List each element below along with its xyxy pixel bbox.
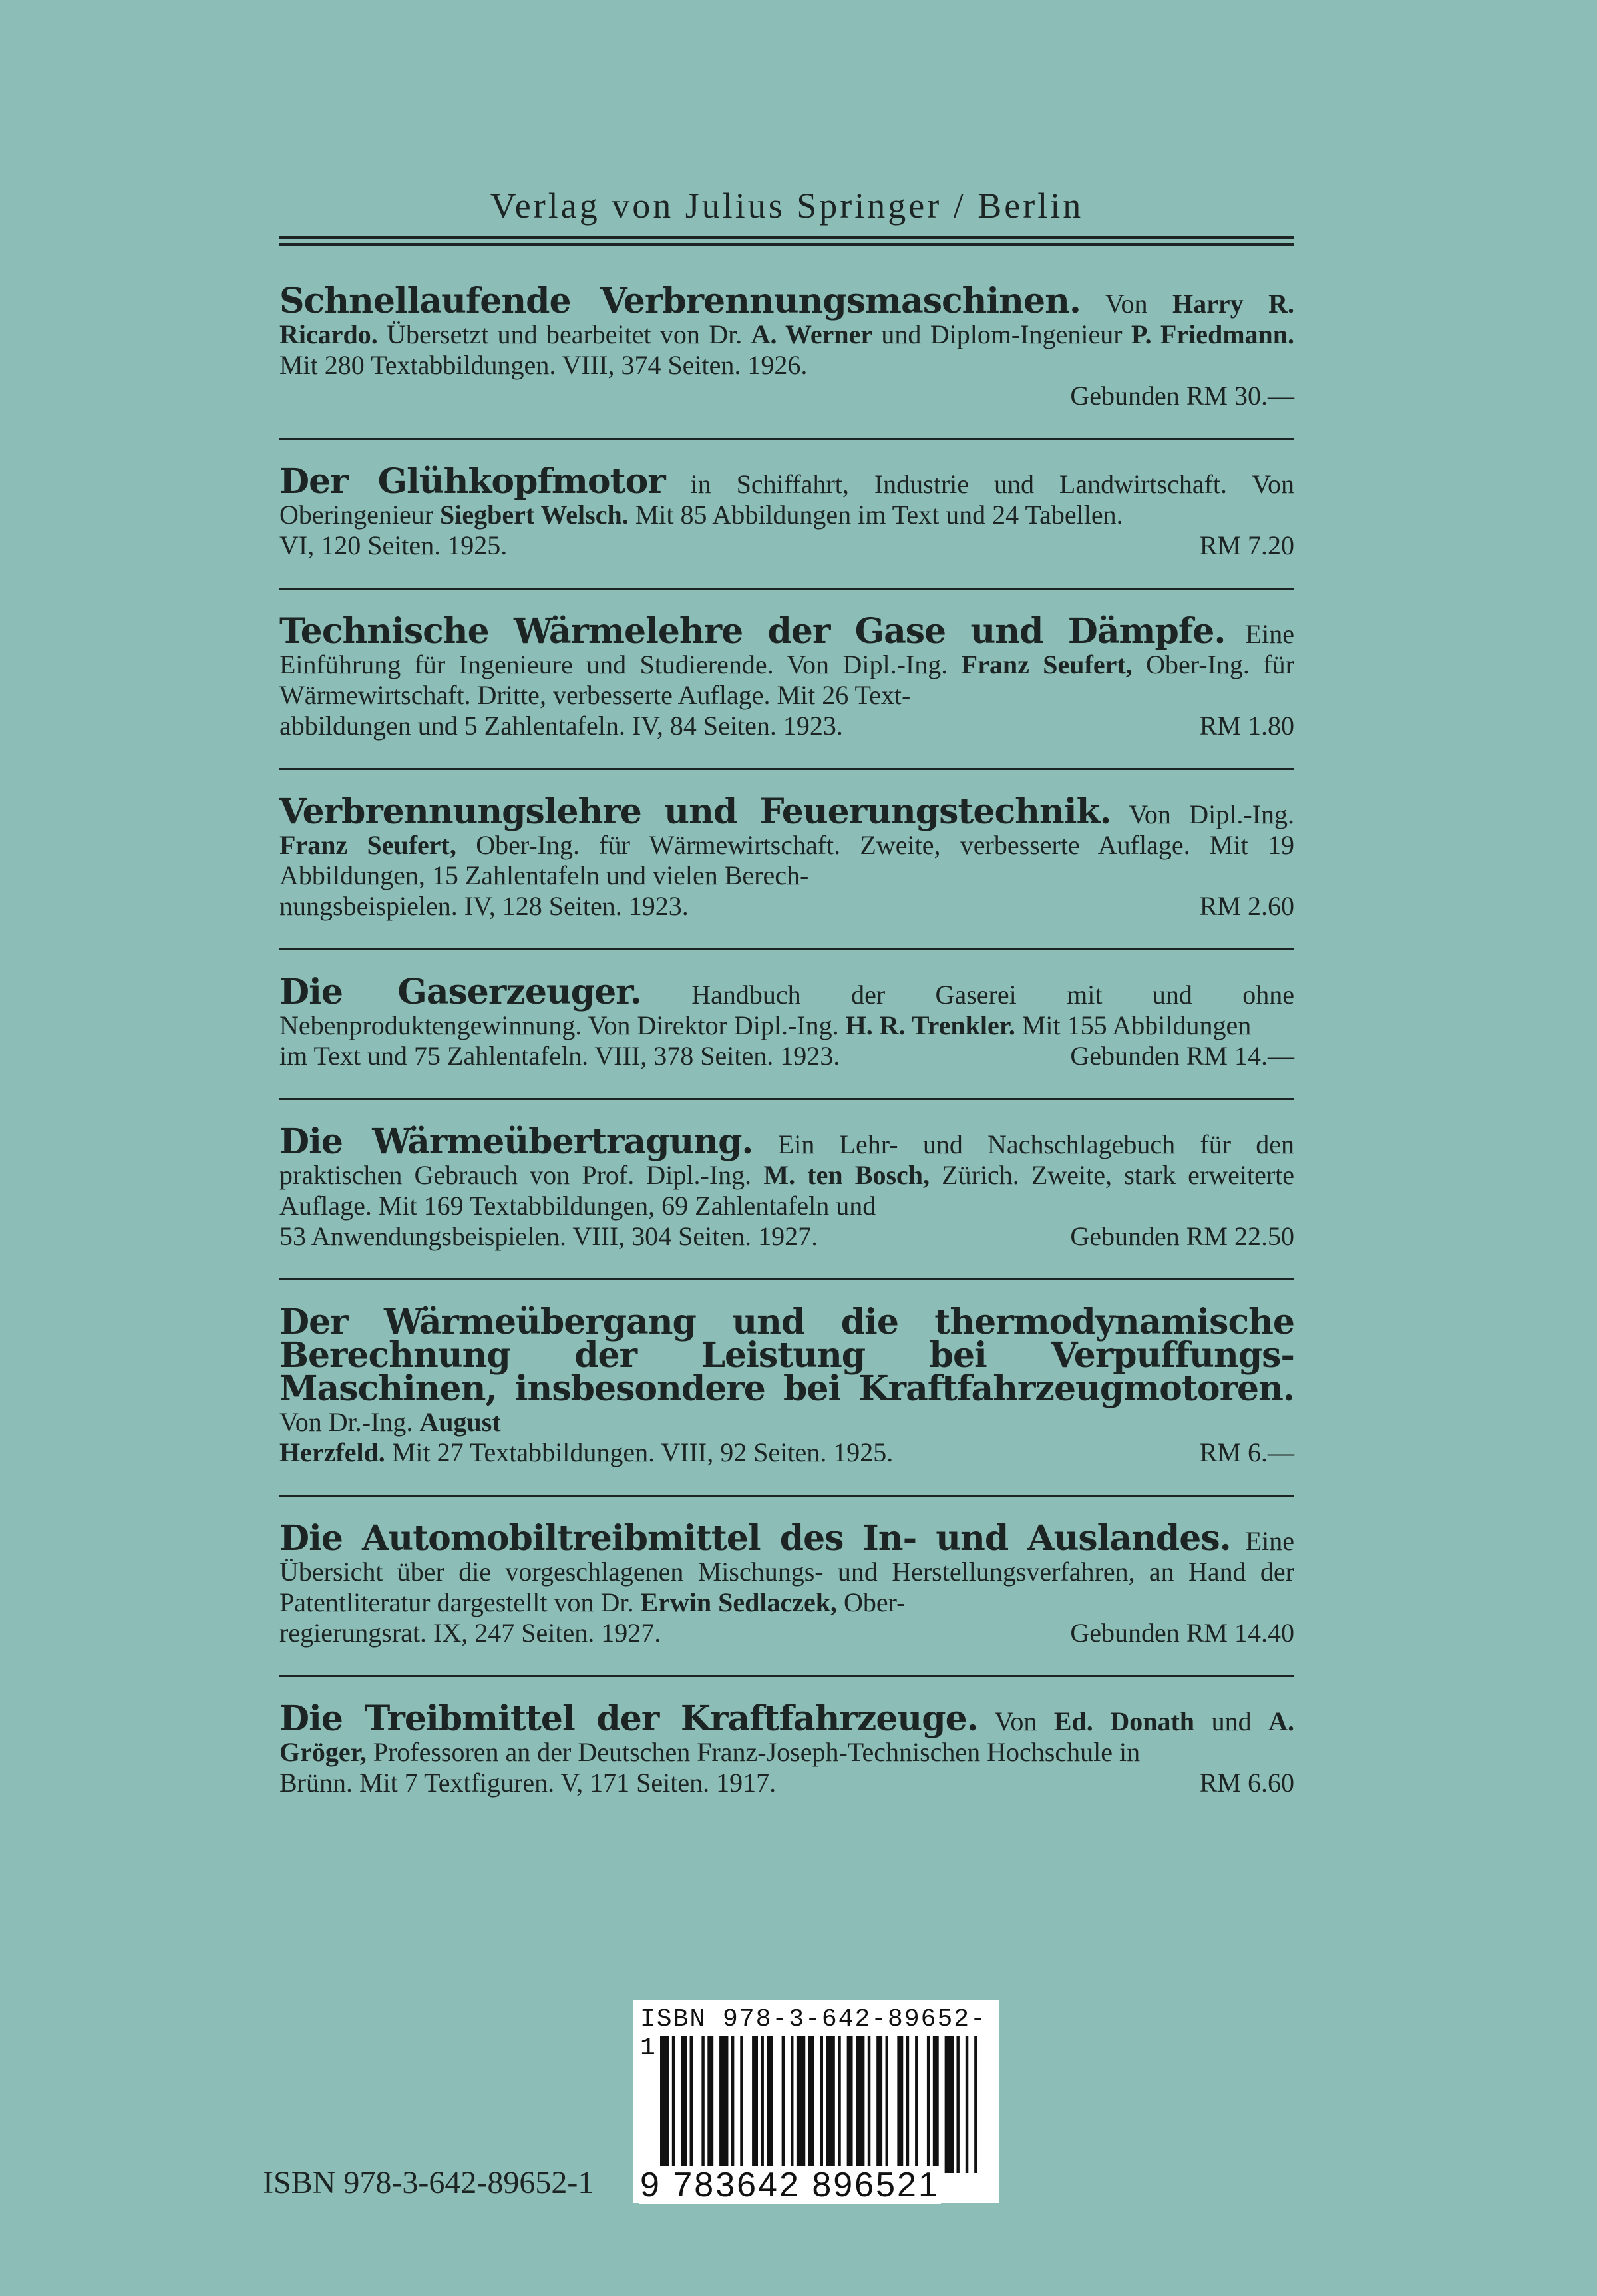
entry-price: RM 6.—: [1199, 1437, 1294, 1467]
entry-pages-text: 53 Anwendungsbeispielen. VIII, 304 Seiten. 1927.: [279, 1221, 818, 1251]
barcode-bar: [847, 2036, 853, 2173]
barcode-bar: [906, 2036, 909, 2173]
entry-pages-text: im Text und 75 Zahlentafeln. VIII, 378 Seiten. 1923.: [279, 1041, 840, 1071]
entry-pages-year: [279, 1437, 1173, 1468]
entry-text-run: Ober-: [837, 1587, 906, 1617]
barcode-bars: [660, 2036, 986, 2173]
entry-price-line: [279, 711, 1294, 741]
entry-pages-year: [279, 381, 1043, 411]
barcode-bar: [701, 2036, 704, 2173]
entry-text-run: Ober-Ing. für Wärmewirtschaft. Zweite, verbesserte Auflage. Mit 19 Abbildungen, 15 Zahlentafeln und vielen Berech-: [279, 830, 1294, 890]
entry-text-run: Eine Übersicht über die vorgeschlagenen Mischungs- und Herstellungsverfahren, an Hand der Patentliteratur dargestellt von Dr.: [279, 1526, 1294, 1617]
barcode-bar: [707, 2036, 713, 2173]
entry-divider: [279, 768, 1294, 770]
barcode-bar: [945, 2036, 954, 2173]
barcode-bar: [956, 2036, 959, 2173]
entry-price: Gebunden RM 14.—: [1070, 1041, 1294, 1071]
barcode-bar: [672, 2036, 675, 2173]
entry-text-run: und: [1194, 1706, 1269, 1736]
entry-pages-year: [279, 891, 1173, 922]
barcode-bar: [933, 2036, 939, 2173]
entry-divider: [279, 1098, 1294, 1100]
double-rule-divider: [279, 236, 1294, 246]
entry-pages-text: Mit 27 Textabbildungen. VIII, 92 Seiten. 1925.: [385, 1437, 894, 1467]
entry-text-run: Mit 155 Abbildungen: [1015, 1010, 1252, 1040]
catalog-entry: [279, 611, 1294, 741]
entry-text-run: Ein Lehr- und Nachschlagebuch für den praktischen Gebrauch von Prof. Dipl.-Ing.: [279, 1129, 1294, 1190]
catalog-entry: [279, 1121, 1295, 1252]
catalog-entry: [279, 1518, 1294, 1648]
entry-pages-year: [279, 1221, 1043, 1252]
entry-text-run: Von Dipl.-Ing.: [1111, 799, 1294, 829]
entry-description: [279, 1698, 1294, 1768]
entry-price: RM 6.60: [1199, 1768, 1294, 1798]
entry-pages-year: [279, 1768, 1173, 1798]
entry-text-run: Von Dr.-Ing.: [279, 1407, 420, 1437]
entry-description: [279, 791, 1294, 891]
entry-description: [279, 611, 1294, 711]
entry-text-run: Von: [1081, 289, 1172, 319]
barcode-bar: [927, 2036, 930, 2173]
entry-price: RM 2.60: [1199, 891, 1294, 921]
entry-author: A. Gröger,: [279, 1706, 1294, 1767]
entry-title: Der Glühkopfmotor: [279, 461, 665, 502]
entry-pages-text: regierungsrat. IX, 247 Seiten. 1927.: [279, 1618, 661, 1648]
entry-price-line: [279, 1618, 1294, 1648]
barcode-bar: [681, 2036, 687, 2173]
barcode-bar: [767, 2036, 773, 2173]
barcode-bar: [876, 2036, 882, 2173]
entry-price-line: [279, 381, 1294, 411]
entry-divider: [279, 1278, 1294, 1280]
barcode-bar: [838, 2036, 840, 2173]
catalog-entry: [279, 461, 1295, 561]
catalog-list: [279, 281, 1295, 1798]
entry-price-line: [279, 891, 1294, 922]
entry-pages-text: VI, 120 Seiten. 1925.: [279, 530, 508, 560]
entry-author: M. ten Bosch,: [763, 1160, 930, 1190]
entry-divider: [279, 438, 1294, 440]
entry-text-run: Von: [977, 1706, 1054, 1736]
entry-title: Die Automobiltreibmittel des In- und Auslandes.: [279, 1518, 1231, 1559]
entry-pages-text: nungsbeispielen. IV, 128 Seiten. 1923.: [279, 891, 689, 921]
entry-price: RM 1.80: [1199, 711, 1294, 741]
entry-description: [279, 1121, 1295, 1221]
entry-price: Gebunden RM 14.40: [1070, 1618, 1294, 1648]
entry-text-run: Zürich. Zweite, stark erweiterte Auflage. Mit 169 Textabbildungen, 69 Zahlentafeln und: [279, 1160, 1295, 1221]
entry-description: [279, 972, 1294, 1041]
barcode-bar: [752, 2036, 758, 2173]
entry-title: Die Gaserzeuger.: [279, 972, 641, 1012]
entry-pages-text: abbildungen und 5 Zahlentafeln. IV, 84 Seiten. 1923.: [279, 711, 843, 741]
entry-title: Die Wärmeübertragung.: [279, 1121, 753, 1162]
barcode: [633, 2000, 999, 2203]
barcode-bar: [740, 2036, 743, 2173]
entry-author: P. Friedmann.: [1131, 319, 1295, 349]
entry-text-run: Mit 280 Textabbildungen. VIII, 374 Seiten. 1926.: [279, 350, 808, 380]
entry-text-run: Übersetzt und bearbeitet von Dr.: [377, 319, 751, 349]
entry-price: Gebunden RM 30.—: [1070, 381, 1294, 411]
entry-text-run: Eine Einführung für Ingenieure und Studierende. Von Dipl.-Ing.: [279, 619, 1294, 679]
entry-divider: [279, 1675, 1294, 1677]
barcode-bar: [966, 2036, 968, 2173]
entry-description: [279, 461, 1295, 530]
entry-divider: [279, 948, 1294, 950]
entry-divider: [279, 588, 1294, 590]
barcode-bar: [761, 2036, 763, 2173]
entry-description: [279, 1518, 1294, 1618]
entry-title: Der Wärmeübergang und die thermodynamische Berechnung der Leistung bei Verpuffungs-Maschinen, insbesondere bei Kraftfahrzeugmotoren.: [279, 1302, 1294, 1409]
barcode-bar: [690, 2036, 693, 2173]
entry-author: Herzfeld.: [279, 1437, 385, 1467]
entry-title: Die Treibmittel der Kraftfahrzeuge.: [279, 1698, 978, 1739]
entry-author: August: [419, 1407, 501, 1437]
barcode-digits: 9 783642 896521: [640, 2166, 940, 2204]
barcode-bar: [797, 2036, 805, 2173]
entry-price-line: [279, 1041, 1294, 1071]
barcode-bar: [791, 2036, 793, 2173]
entry-author: Harry R. Ricardo.: [279, 289, 1294, 349]
entry-author: A. Werner: [751, 319, 873, 349]
entry-author: Erwin Sedlaczek,: [640, 1587, 838, 1617]
entry-author: Ed. Donath: [1053, 1706, 1195, 1736]
catalog-entry: [279, 972, 1294, 1071]
entry-author: Franz Seufert,: [279, 830, 456, 860]
barcode-bar: [886, 2036, 888, 2173]
entry-price-line: [279, 530, 1294, 561]
entry-price: RM 7.20: [1199, 530, 1294, 560]
entry-text-run: Ober-Ing. für Wärmewirtschaft. Dritte, verbesserte Auflage. Mit 26 Text-: [279, 650, 1294, 710]
entry-text-run: in Schiffahrt, Industrie und Landwirtschaft. Von Oberingenieur: [279, 469, 1295, 530]
entry-pages-year: [279, 711, 1173, 741]
entry-price: Gebunden RM 22.50: [1070, 1221, 1294, 1251]
barcode-bar: [660, 2036, 669, 2173]
entry-pages-year: [279, 1041, 1043, 1071]
catalog-entry: [279, 1302, 1294, 1468]
entry-pages-text: Brünn. Mit 7 Textfiguren. V, 171 Seiten. 1917.: [279, 1768, 777, 1798]
entry-price-line: [279, 1221, 1294, 1252]
publisher-heading: Verlag von Julius Springer / Berlin: [490, 186, 1084, 226]
entry-text-run: Professoren an der Deutschen Franz-Joseph-Technischen Hochschule in: [366, 1737, 1141, 1767]
barcode-bar: [782, 2036, 785, 2173]
catalog-entry: [279, 1698, 1294, 1798]
entry-description: [279, 1302, 1294, 1437]
barcode-isbn-label: ISBN 978-3-642-89652-1: [640, 2005, 987, 2062]
entry-price-line: [279, 1437, 1294, 1468]
barcode-bar: [897, 2036, 903, 2173]
entry-author: Franz Seufert,: [961, 650, 1133, 679]
entry-pages-year: [279, 1618, 1043, 1648]
barcode-bar: [868, 2036, 870, 2173]
entry-author: Siegbert Welsch.: [440, 500, 629, 530]
entry-price-line: [279, 1768, 1294, 1798]
entry-author: H. R. Trenkler.: [845, 1010, 1015, 1040]
catalog-entry: [279, 791, 1294, 922]
barcode-bar: [820, 2036, 823, 2173]
entry-description: [279, 281, 1295, 381]
entry-text-run: Mit 85 Abbildungen im Text und 24 Tabellen.: [628, 500, 1123, 530]
barcode-bar: [856, 2036, 864, 2173]
entry-title: Technische Wärmelehre der Gase und Dämpfe.: [279, 611, 1226, 652]
entry-title: Verbrennungslehre und Feuerungstechnik.: [279, 791, 1111, 832]
catalog-entry: [279, 281, 1295, 411]
barcode-bar: [974, 2036, 977, 2173]
entry-divider: [279, 1495, 1294, 1497]
barcode-bar: [915, 2036, 918, 2173]
barcode-bar: [731, 2036, 734, 2173]
entry-text-run: und Diplom-Ingenieur: [872, 319, 1131, 349]
isbn-text: ISBN 978-3-642-89652-1: [263, 2165, 594, 2200]
entry-pages-year: [279, 530, 1173, 561]
barcode-bar: [826, 2036, 834, 2173]
entry-title: Schnellaufende Verbrennungsmaschinen.: [279, 281, 1081, 321]
barcode-bar: [719, 2036, 728, 2173]
entry-text-run: Handbuch der Gaserei mit und ohne Nebenproduktengewinnung. Von Direktor Dipl.-Ing.: [279, 980, 1294, 1040]
barcode-bar: [808, 2036, 814, 2173]
